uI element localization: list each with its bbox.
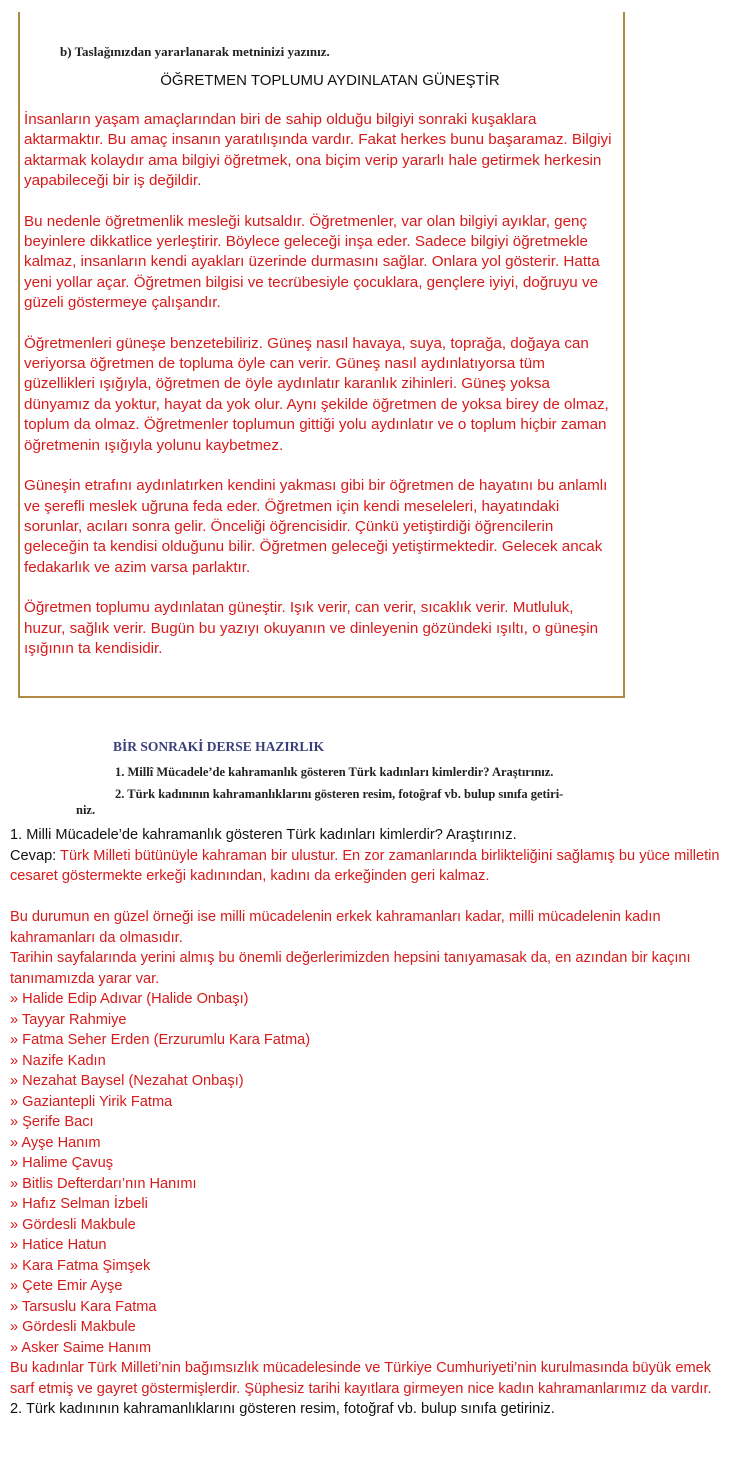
list-item: » Hatice Hatun — [10, 1237, 107, 1253]
essay-paragraph: Öğretmenleri güneşe benzetebiliriz. Güneş nasıl havaya, suya, toprağa, doğaya can veriyorsa öğretmen de topluma öyle can verir. Güneş nasıl aydınlatıyorsa tüm güzellikleri ışığıyla, öğretmen de öyle aydınlatır karanlık zihinleri. Güneş yoksa dünyamız da yoktur, hayat da yok olur. Aynı şekilde öğretmen de yoksa birey de olmaz, toplum da olmaz. Öğretmenler toplumun gittiği yolu aydınlatır ve o toplum hiçbir zaman öğretmenin ışığıyla yolunu kaybetmez. — [24, 334, 609, 454]
preparation-question-2: 2. Türk kadınının kahramanlıklarını gösteren resim, fotoğraf vb. bulup sınıfa getiri- — [115, 787, 564, 801]
heroine-list — [10, 989, 735, 1358]
list-item: » Fatma Seher Erden (Erzurumlu Kara Fatma) — [10, 1032, 311, 1048]
preparation-title: BİR SONRAKİ DERSE HAZIRLIK — [113, 739, 325, 754]
list-item: » Tayyar Rahmiye — [10, 1011, 127, 1028]
list-item: » Nazife Kadın — [10, 1052, 106, 1069]
list-item: » Gördesli Makbule — [10, 1216, 136, 1233]
list-item: » Ayşe Hanım — [10, 1134, 101, 1151]
list-item: » Gaziantepli Yirik Fatma — [10, 1093, 173, 1110]
essay-body — [24, 110, 619, 679]
answer-label: Cevap: — [10, 847, 57, 864]
answer-text-1: Türk Milleti bütünüyle kahraman bir ulustur. En zor zamanlarında birlikteliğini sağlamış bu yüce milletin cesaret göstermekte erkeği kadınından, kadını da erkeğinden geri kalmaz. — [10, 847, 720, 884]
preparation-question-1: 1. Millî Mücadele’de kahramanlık gösteren Türk kadınları kimlerdir? Araştırınız. — [115, 765, 554, 779]
list-item: » Halide Edip Adıvar (Halide Onbaşı) — [10, 991, 249, 1007]
list-item: » Nezahat Baysel (Nezahat Onbaşı) — [10, 1073, 244, 1089]
list-item: » Çete Emir Ayşe — [10, 1278, 123, 1294]
list-item: » Tarsuslu Kara Fatma — [10, 1298, 157, 1315]
answer-section — [10, 825, 735, 1420]
answer-paragraph-1 — [10, 846, 735, 887]
list-item: » Şerife Bacı — [10, 1114, 94, 1130]
list-item: » Kara Fatma Şimşek — [10, 1257, 151, 1274]
spacer — [10, 887, 735, 908]
answer-paragraph-2: Bu durumun en güzel örneği ise milli mücadelenin erkek kahramanları kadar, milli mücadelenin kadın kahramanları da olmasıdır. — [10, 909, 661, 946]
list-item: » Hafız Selman İzbeli — [10, 1196, 148, 1212]
list-item: » Bitlis Defterdarı’nın Hanımı — [10, 1175, 197, 1192]
preparation-question-2-cont: niz. — [76, 803, 96, 817]
essay-paragraph: Öğretmen toplumu aydınlatan güneştir. Işık verir, can verir, sıcaklık verir. Mutluluk, huzur, sağlık verir. Bugün bu yazıyı okuyanın ve dinleyenin gözündeki ışıltı, o güneşin ışığının ta kendisidir. — [24, 599, 599, 657]
instruction-text: b) Taslağınızdan yararlanarak metninizi yazınız. — [60, 44, 330, 59]
essay-paragraph: Güneşin etrafını aydınlatırken kendini yakması gibi bir öğretmen de hayatını bu anlamlı ve şerefli meslek uğruna feda eder. Öğretmen için kendi meseleleri, hayatındaki sorunlar, acıları sonra gelir. Önceliği öğrencisidir. Çünkü yetiştirdiği öğrencilerin geleceğin ta kendisi olduğunu bilir. Öğretmen geleceği yetiştirmektedir. Gelecek ancak fedakarlık ve azim varsa parlaktır. — [24, 477, 608, 576]
essay-title: ÖĞRETMEN TOPLUMU AYDINLATAN GÜNEŞTİR — [160, 72, 500, 89]
essay-paragraph: İnsanların yaşam amaçlarından biri de sahip olduğu bilgiyi sonraki kuşaklara aktarmaktır. Bu amaç insanın yaratılışında vardır. Fakat herkes bunu başaramaz. Bilgiyi aktarmak kolaydır ama bilgiyi öğretmek, ona biçim verip yararlı hale getirmek herkesin yapabileceği bir iş değildir. — [24, 111, 612, 190]
answer-question-1: 1. Milli Mücadele’de kahramanlık gösteren Türk kadınları kimlerdir? Araştırınız. — [10, 827, 517, 843]
answer-paragraph-3: Tarihin sayfalarında yerini almış bu önemli değerlerimizden hepsini tanıyamasak da, en azından bir kaçını tanımamızda yarar var. — [10, 950, 691, 987]
list-item: » Gördesli Makbule — [10, 1319, 136, 1335]
answer-paragraph-4: Bu kadınlar Türk Milleti’nin bağımsızlık mücadelesinde ve Türkiye Cumhuriyeti’nin kurulmasında büyük emek sarf etmiş ve gayret göstermişlerdir. Şüphesiz tarihi kayıtlara girmeyen nice kadın kahramanlarımız da vardır. — [10, 1360, 712, 1397]
essay-paragraph: Bu nedenle öğretmenlik mesleği kutsaldır. Öğretmenler, var olan bilgiyi ayıklar, genç beyinlere dikkatlice yerleştirir. Böylece geleceği inşa eder. Sadece bilgiyi öğretmekle kalmaz, insanların kendi ayakları üzerinde durmasını sağlar. Onlara yol gösterir. Hatta yeni yollar açar. Öğretmen bilgisi ve tecrübesiyle çocuklara, gençlere iyiyi, doğruyu ve güzeli göstermeye çalışandır. — [24, 212, 600, 312]
list-item: » Asker Saime Hanım — [10, 1339, 152, 1356]
answer-question-2: 2. Türk kadınının kahramanlıklarını gösteren resim, fotoğraf vb. bulup sınıfa getiriniz. — [10, 1401, 555, 1417]
list-item: » Halime Çavuş — [10, 1155, 114, 1171]
